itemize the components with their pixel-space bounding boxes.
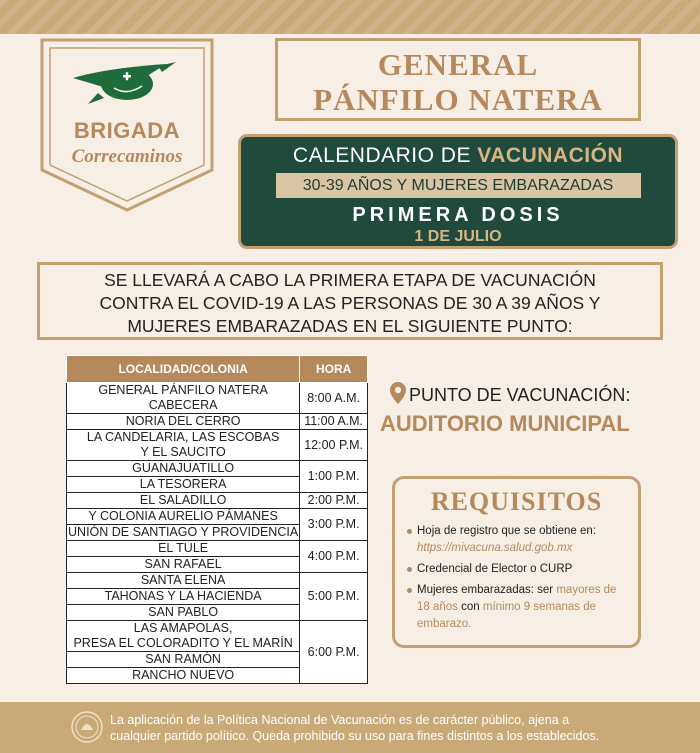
table-cell-hora: 3:00 P.M.: [300, 509, 368, 541]
table-cell-hora: 1:00 P.M.: [300, 461, 368, 493]
brigada-label: [38, 118, 216, 168]
list-item: [407, 582, 626, 633]
table-cell-loc: EL TULE: [67, 541, 300, 557]
requirements-list: [407, 523, 626, 633]
requirement-highlight: mayores de 18 años: [417, 584, 617, 613]
table-cell-loc: EL SALADILLO: [67, 493, 300, 509]
list-item: [407, 561, 626, 578]
table-cell-hora: 6:00 P.M.: [300, 621, 368, 684]
title-line1: GENERAL: [377, 47, 539, 82]
table-row: [67, 414, 368, 430]
top-decorative-band: [0, 0, 700, 34]
requirements-title: REQUISITOS: [430, 487, 603, 516]
table-cell-hora: 4:00 P.M.: [300, 541, 368, 573]
vaccination-place: AUDITORIO MUNICIPAL: [380, 411, 630, 436]
requirements-box: [392, 476, 641, 648]
footer-line1: La aplicación de la Política Nacional de Vacunación es de carácter público, ajena a: [110, 713, 570, 727]
table-cell-hora: 2:00 P.M.: [300, 493, 368, 509]
table-cell-hora: 8:00 A.M.: [300, 383, 368, 414]
requirement-highlight: mínimo 9 semanas de embarazo.: [417, 601, 597, 630]
calendar-dose: PRIMERA DOSIS: [352, 204, 564, 226]
brigada-title: BRIGADA: [73, 118, 181, 143]
requirement-text: Mujeres embarazadas: ser: [417, 584, 557, 596]
intro-line1: SE LLEVARÁ A CABO LA PRIMERA ETAPA DE VACUNACIÓN: [104, 270, 596, 290]
table-row: [67, 383, 368, 414]
requirement-text: con: [457, 601, 483, 613]
table-cell-loc: LA TESORERA: [67, 477, 300, 493]
vaccination-point-label: [390, 382, 630, 406]
table-row: [67, 509, 368, 525]
footer-band: [0, 702, 700, 753]
table-row: [67, 493, 368, 509]
requirement-text: Hoja de registro que se obtiene en:: [417, 525, 597, 537]
calendar-age-band: 30-39 AÑOS Y MUJERES EMBARAZADAS: [276, 173, 641, 198]
footer-disclaimer: [110, 712, 599, 744]
calendar-date: 1 DE JULIO: [414, 228, 502, 245]
table-header-row: [67, 356, 368, 383]
intro-line2: CONTRA EL COVID-19 A LAS PERSONAS DE 30 A 39 AÑOS Y: [99, 293, 601, 313]
table-cell-loc: UNIÓN DE SANTIAGO Y PROVIDENCIA: [68, 525, 299, 539]
table-cell-loc-line: Y EL SAUCITO: [140, 445, 226, 459]
table-cell-loc: SAN PABLO: [67, 605, 300, 621]
table-cell-loc: SAN RAMÓN: [67, 652, 300, 668]
table-cell-loc: SANTA ELENA: [67, 573, 300, 589]
table-cell-loc: NORIA DEL CERRO: [67, 414, 300, 430]
table-cell-loc-line: LAS AMAPOLAS,: [133, 621, 233, 635]
schedule-table: [66, 355, 368, 684]
calendar-title-strong: VACUNACIÓN: [477, 144, 624, 167]
national-seal-icon: [70, 710, 104, 744]
table-row: [67, 430, 368, 461]
footer-line2: cualquier partido político. Queda prohibido su uso para fines distintos a los establecidos.: [110, 729, 600, 743]
location-pin-icon: [390, 382, 406, 404]
table-cell-loc: SAN RAFAEL: [67, 557, 300, 573]
table-cell-loc: [67, 430, 300, 461]
table-row: [67, 541, 368, 557]
table-row: [67, 573, 368, 589]
title-line2: PÁNFILO NATERA: [313, 82, 603, 117]
table-cell-loc-line: PRESA EL COLORADITO Y EL MARÍN: [73, 636, 293, 650]
header-localidad: LOCALIDAD/COLONIA: [67, 356, 300, 383]
table-row: [67, 461, 368, 477]
calendar-title: [241, 144, 675, 168]
calendar-title-prefix: CALENDARIO DE: [292, 144, 478, 167]
intro-line3: MUJERES EMBARAZADAS EN EL SIGUIENTE PUNTO:: [127, 316, 573, 336]
table-row: [67, 621, 368, 652]
table-cell-loc: RANCHO NUEVO: [67, 668, 300, 684]
table-cell-loc: GUANAJUATILLO: [67, 461, 300, 477]
table-cell-loc-line: LA CANDELARIA, LAS ESCOBAS: [86, 430, 280, 444]
requirement-url-link[interactable]: https://mivacuna.salud.gob.mx: [417, 542, 573, 554]
calendar-banner: [238, 134, 678, 249]
requirement-text: Credencial de Elector o CURP: [417, 563, 573, 575]
table-cell-hora: 12:00 P.M.: [300, 430, 368, 461]
table-cell-loc: TAHONAS Y LA HACIENDA: [67, 589, 300, 605]
table-cell-loc: [67, 621, 300, 652]
list-item: [407, 523, 626, 557]
header-hora: HORA: [300, 356, 368, 383]
table-cell-hora: 11:00 A.M.: [300, 414, 368, 430]
brigada-subtitle: Correcaminos: [71, 146, 183, 167]
table-cell-loc: Y COLONIA AURELIO PÁMANES: [67, 509, 300, 525]
municipality-title-box: [275, 38, 641, 121]
vaccination-point-text: PUNTO DE VACUNACIÓN:: [409, 385, 631, 405]
table-cell-hora: 5:00 P.M.: [300, 573, 368, 621]
intro-statement: [37, 262, 663, 340]
table-cell-loc: GENERAL PÁNFILO NATERA CABECERA: [67, 383, 300, 414]
